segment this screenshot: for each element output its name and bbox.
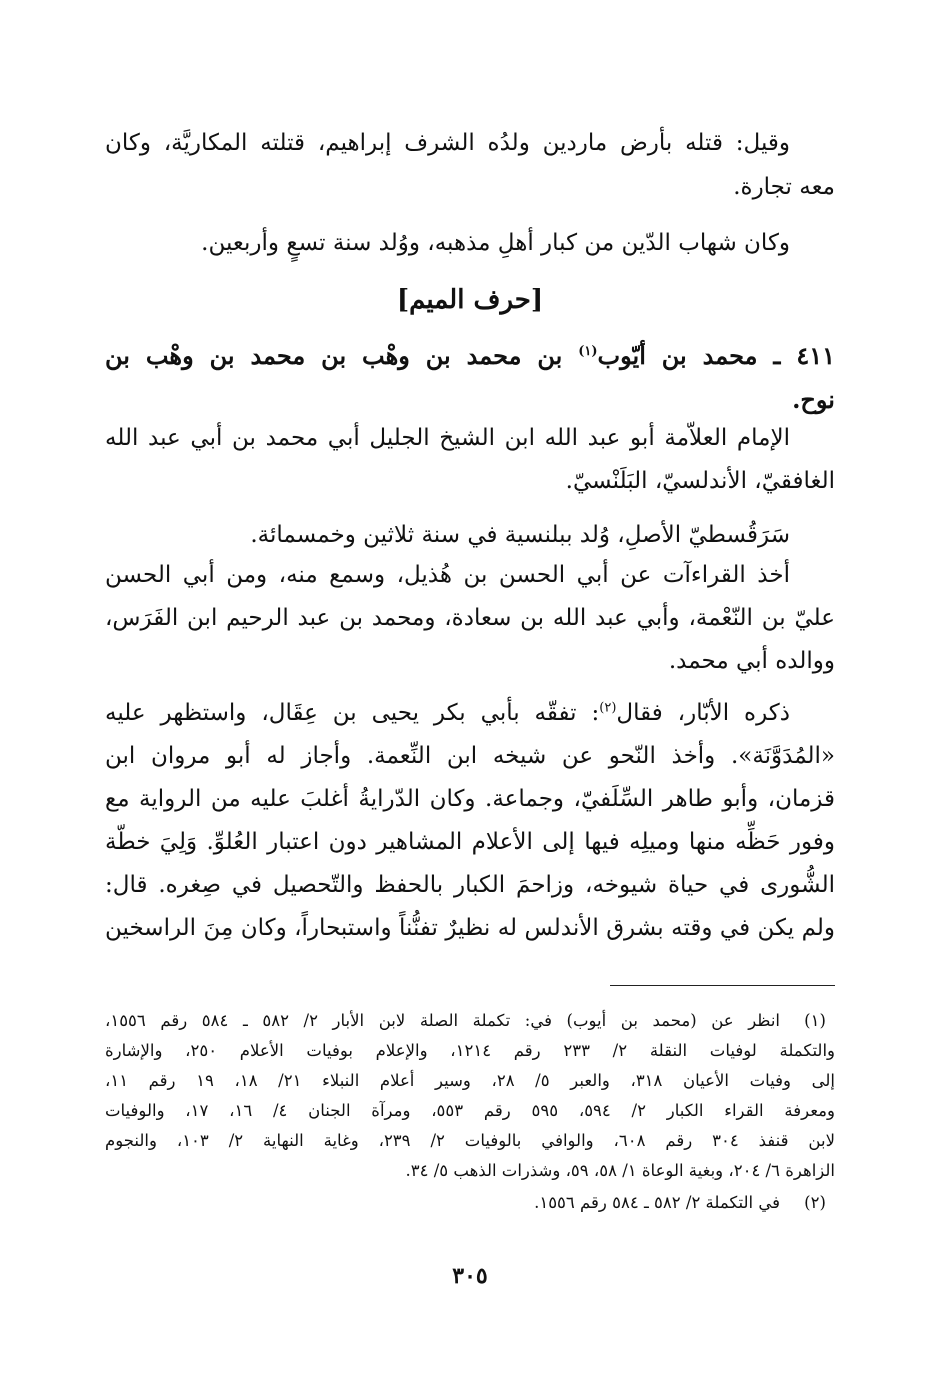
footnote-1-line: والتكملة لوفيات النقلة ٢/ ٢٣٣ رقم ١٢١٤، والإعلام بوفيات الأعلام ٢٥٠، والإشارة <box>105 1041 835 1060</box>
para6-line4: وفور حَظِّه منها وميلِه فيها إلى الأعلام المشاهير دون اعتبار العُلوِّ. وَلِيَ خطّة <box>105 829 835 855</box>
section-heading: [حرف الميم] <box>396 285 544 315</box>
para2-line1: وكان شهاب الدّين من كبار أهلِ مذهبه، ووُلد سنة تسعٍ وأربعين. <box>201 230 790 256</box>
footnote-1-line: ومعرفة القراء الكبار ٢/ ٥٩٤، ٥٩٥ رقم ٥٥٣، ومرآة الجنان ٤/ ١٦، ١٧، والوفيات <box>105 1101 835 1120</box>
footnote-ref-1: (١) <box>578 344 598 359</box>
entry-title-line1 <box>105 340 835 372</box>
para6-line1-start: ذكره الأبّار، فقال <box>616 700 790 726</box>
para6-line6: ولم يكن في وقته بشرق الأندلس له نظيرٌ تفنُّناً واستبحاراً، وكان مِنَ الراسخين <box>105 915 835 941</box>
footnote-2 <box>105 1188 835 1220</box>
para6-line1-end: : تفقّه بأبي بكر يحيى بن عِقَال، واستظهر عليه <box>105 700 600 726</box>
para3-line2: الغافقيّ، الأندلسيّ، البَلَنْسيّ. <box>565 468 835 494</box>
para4-line1: سَرَقُسطيّ الأصلِ، وُلد ببلنسية في سنة ثلاثين وخمسمائة. <box>250 522 790 548</box>
para6-line2: «المُدَوَّنَة». وأخذ النّحو عن شيخه ابن النِّعمة. وأجاز له أبو مروان ابن <box>105 743 835 769</box>
para1-line1: وقيل: قتله بأرض ماردين ولدُه الشرف إبراهيم، قتلته المكاريَّة، وكان <box>105 130 790 156</box>
footnote-1-line: إلى وفيات الأعيان ٣١٨، والعبر ٥/ ٢٨، وسير أعلام النبلاء ٢١/ ١٨، ١٩ رقم ١١، <box>105 1071 835 1090</box>
footnote-1-line: الزاهرة ٦/ ٢٠٤، وبغية الوعاة ١/ ٥٨، ٥٩، وشذرات الذهب ٥/ ٣٤. <box>405 1161 835 1180</box>
para6-line3: قزمان، وأبو طاهر السِّلَفيّ، وجماعة. وكان الدّرايةُ أغلبَ عليه من الرواية مع <box>105 786 835 812</box>
footnote-2-line: في التكملة ٢/ ٥٨٢ ـ ٥٨٤ رقم ١٥٥٦. <box>534 1193 780 1212</box>
footnote-separator <box>610 985 835 986</box>
footnote-2-number: (٢) <box>804 1193 826 1212</box>
para5-line2: عليّ بن النّعْمة، وأبي عبد الله بن سعادة، ومحمد بن عبد الرحيم ابن الفَرَس، <box>105 605 835 631</box>
para5-line1: أخذ القراءآت عن أبي الحسن بن هُذيل، وسمع منه، ومن أبي الحسن <box>105 562 790 588</box>
para6-line1 <box>105 697 790 729</box>
footnote-1-line: انظر عن (محمد بن أيوب) في: تكملة الصلة لابن الأبار ٢/ ٥٨٢ ـ ٥٨٤ رقم ١٥٥٦، <box>105 1011 781 1030</box>
page-number: ٣٠٥ <box>452 1263 488 1289</box>
footnote-ref-2: (٢) <box>599 700 617 716</box>
para1-line2: معه تجارة. <box>733 174 835 200</box>
footnote-1-line: لابن قنفذ ٣٠٤ رقم ٦٠٨، والوافي بالوفيات ٢/ ٢٣٩، وغاية النهاية ٢/ ١٠٣، والنجوم <box>105 1131 835 1150</box>
entry-title-lineage: بن محمد بن وهْب بن محمد بن وهْب بن <box>105 341 579 370</box>
entry-title-name: ٤١١ ـ محمد بن أيّوب <box>597 341 835 370</box>
para6-line5: الشُّورى في حياة شيوخه، وزاحمَ الكبار بالحفظ والتّحصيل في صِغره. قال: <box>105 872 835 898</box>
entry-title-line2: نوح. <box>792 385 835 414</box>
para3-line1: الإمام العلاّمة أبو عبد الله ابن الشيخ الجليل أبي محمد بن أبي عبد الله <box>105 425 790 451</box>
para5-line3: ووالده أبي محمد. <box>668 648 835 674</box>
footnote-1-number: (١) <box>804 1011 826 1030</box>
footnote-1 <box>105 1006 835 1196</box>
